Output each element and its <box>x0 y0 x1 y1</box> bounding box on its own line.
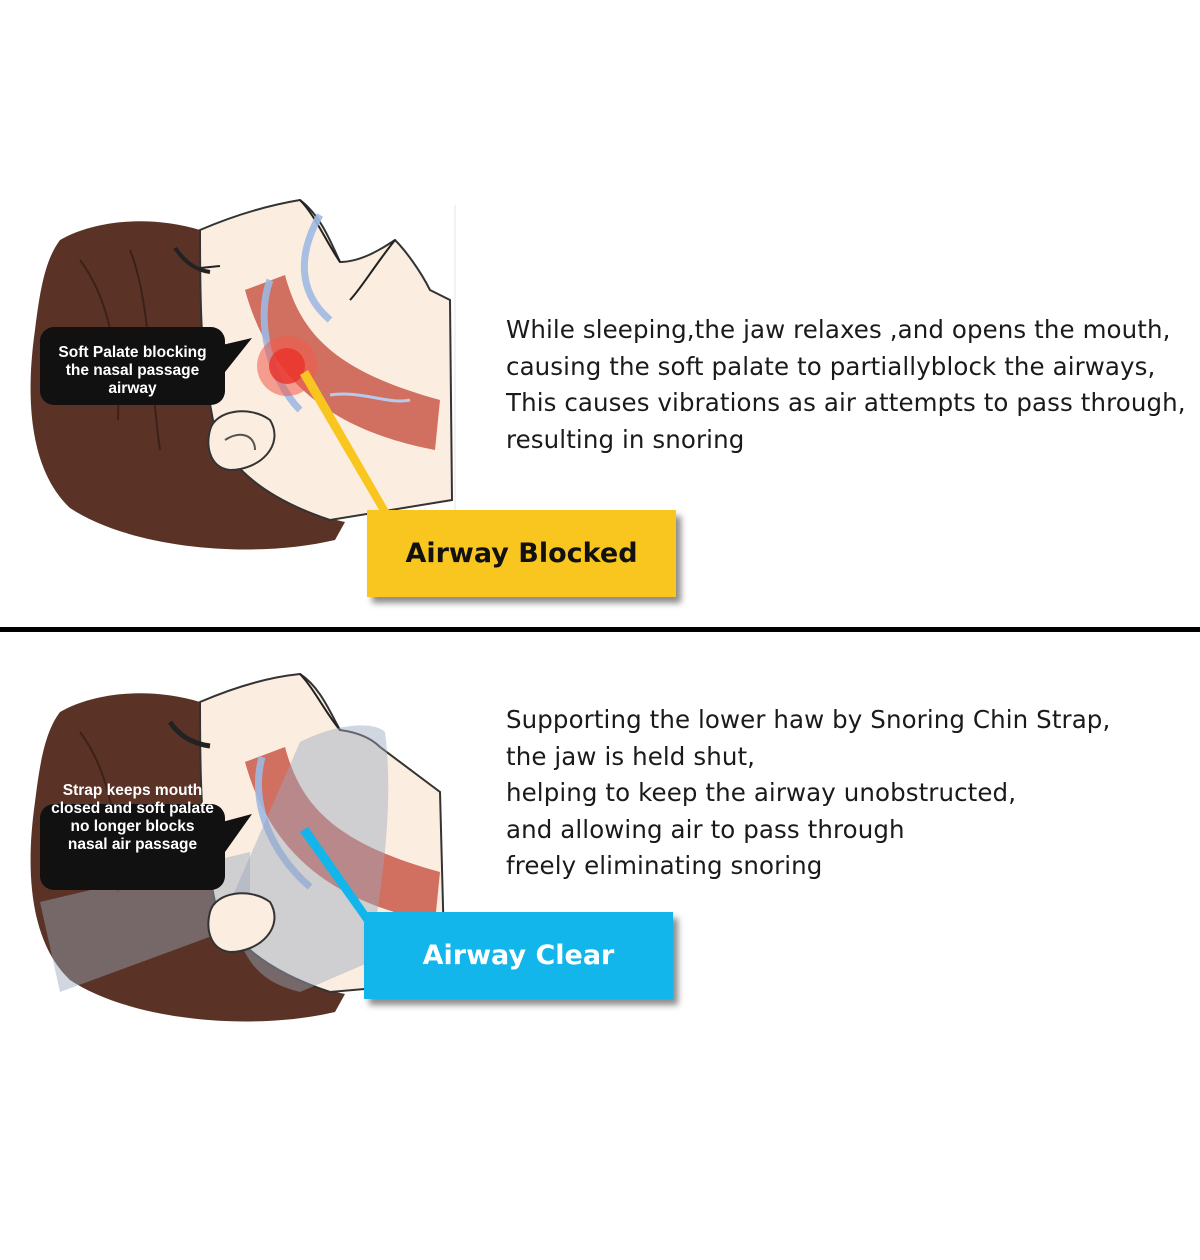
description-line: Supporting the lower haw by Snoring Chin Strap, <box>506 705 1111 734</box>
chin-strap-callout <box>40 782 225 854</box>
description-line: While sleeping,the jaw relaxes ,and opens the mouth, <box>506 315 1171 344</box>
callout-line: nasal air passage <box>67 836 198 853</box>
description-line: freely eliminating snoring <box>506 851 823 880</box>
description-line: helping to keep the airway unobstructed, <box>506 778 1017 807</box>
callout-line: Strap keeps mouth <box>62 782 203 799</box>
airway-blocked-panel <box>0 0 1200 628</box>
snoring-description <box>506 312 1186 458</box>
description-line: the jaw is held shut, <box>506 741 756 771</box>
airway-clear-label: Airway Clear <box>364 912 673 999</box>
callout-line: closed and soft palate <box>51 800 214 817</box>
callout-line: no longer blocks <box>70 818 195 835</box>
callout-line: airway <box>108 380 157 397</box>
airway-clear-panel <box>0 632 1200 1200</box>
description-line: This causes vibrations as air attempts to pass through, <box>506 388 1186 417</box>
airway-blocked-label: Airway Blocked <box>367 510 676 597</box>
description-line: causing the soft palate to partiallyblock the airways, <box>506 351 1156 381</box>
description-line: and allowing air to pass through <box>506 814 905 844</box>
callout-line: Soft Palate blocking <box>58 344 207 361</box>
soft-palate-callout <box>40 344 225 398</box>
chin-strap-description <box>506 702 1110 885</box>
description-line: resulting in snoring <box>506 424 745 454</box>
callout-line: the nasal passage <box>65 362 200 379</box>
